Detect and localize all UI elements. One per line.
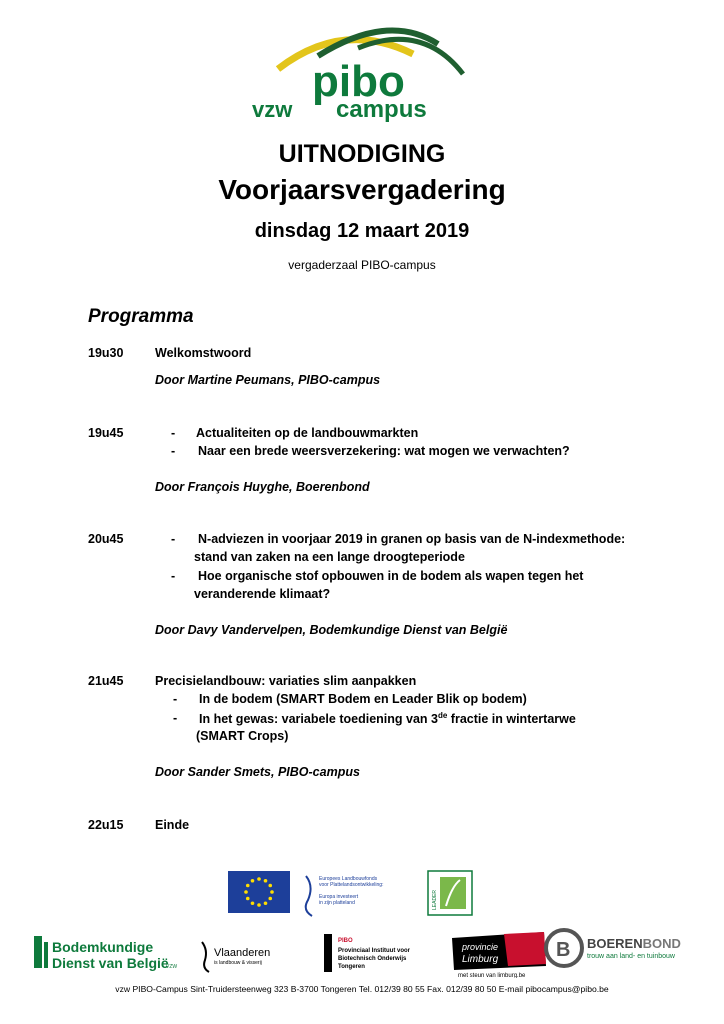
event-location: vergaderzaal PIBO-campus — [288, 258, 436, 272]
item-time: 19u45 — [88, 426, 124, 440]
provincie-limburg-logo — [452, 932, 546, 978]
svg-text:Europees Landbouwfonds: Europees Landbouwfonds — [319, 876, 378, 882]
item-time: 21u45 — [88, 674, 124, 688]
logo-vzw-text: vzw — [252, 97, 293, 122]
page-subtitle: Voorjaarsvergadering — [218, 174, 506, 205]
eafrd-logo — [306, 876, 384, 916]
item-speaker: Door Davy Vandervelpen, Bodemkundige Dienst van België — [155, 623, 508, 637]
eu-star-icon — [264, 879, 268, 883]
item-bullet: N-adviezen in voorjaar 2019 in granen op basis van de N-indexmethode: — [198, 532, 626, 546]
item-speaker: Door François Huyghe, Boerenbond — [155, 480, 370, 494]
svg-text:Europa investeert: Europa investeert — [319, 894, 359, 900]
item-bullet-cont: (SMART Crops) — [196, 729, 289, 743]
item-time: 20u45 — [88, 532, 124, 546]
pibo-institute-logo — [324, 934, 411, 972]
eu-star-icon — [251, 901, 255, 905]
item-time: 22u15 — [88, 818, 124, 832]
svg-text:Provinciaal Instituut voor: Provinciaal Instituut voor — [338, 948, 411, 954]
item-bullet: Hoe organische stof opbouwen in de bodem als wapen tegen het — [198, 569, 584, 583]
pibo-campus-logo — [248, 14, 468, 124]
svg-text:Tongeren: Tongeren — [338, 964, 365, 970]
eu-star-icon — [257, 877, 261, 881]
page-title: UITNODIGING — [278, 140, 446, 168]
svg-text:Bodemkundige: Bodemkundige — [52, 939, 154, 955]
eu-star-icon — [257, 903, 261, 907]
eu-star-icon — [268, 897, 272, 901]
eu-star-icon — [246, 897, 250, 901]
svg-text:Limburg: Limburg — [462, 954, 499, 965]
boerenbond-logo — [546, 930, 681, 966]
svg-text:Vlaanderen: Vlaanderen — [214, 947, 271, 959]
leader-logo — [428, 871, 472, 915]
svg-text:provincie: provincie — [462, 942, 499, 952]
svg-text:LEADER: LEADER — [432, 889, 438, 910]
item-speaker: Door Sander Smets, PIBO-campus — [155, 765, 360, 779]
svg-text:B: B — [556, 939, 571, 961]
svg-text:PIBO: PIBO — [338, 938, 353, 944]
eu-star-icon — [268, 884, 272, 888]
eu-star-icon — [244, 890, 248, 894]
item-title: Precisielandbouw: variaties slim aanpakken — [155, 674, 417, 688]
item-title: Einde — [155, 818, 190, 832]
svg-text:VZW: VZW — [166, 964, 178, 970]
item-bullet: Actualiteiten op de landbouwmarkten — [196, 426, 419, 440]
bodemkundige-dienst-logo — [34, 936, 177, 971]
item-speaker: Door Martine Peumans, PIBO-campus — [155, 373, 381, 387]
svg-text:Dienst van België: Dienst van België — [52, 955, 169, 971]
eu-star-icon — [246, 884, 250, 888]
svg-text:in zijn platteland: in zijn platteland — [319, 900, 355, 906]
sponsor-logos-row2 — [34, 928, 704, 978]
item-bullet-cont: stand van zaken na een lange droogteperiode — [194, 550, 465, 564]
logo-campus-text: campus — [336, 96, 427, 123]
item-bullet: In het gewas: variabele toediening van 3de fractie in wintertarwe — [199, 711, 576, 727]
program-heading: Programma — [88, 306, 194, 327]
logo-pibo-text: pibo — [312, 57, 405, 106]
eu-flag-logo — [228, 871, 290, 913]
svg-text:is landbouw & visserij: is landbouw & visserij — [214, 960, 262, 966]
svg-text:met steun van limburg.be: met steun van limburg.be — [458, 973, 526, 978]
footer-contact: vzw PIBO-Campus Sint-Truidersteenweg 323 B-3700 Tongeren Tel. 012/39 80 55 Fax. 012/39 80 50 E-mail pibocampus@pibo.be — [115, 984, 609, 994]
svg-text:Biotechnisch Onderwijs: Biotechnisch Onderwijs — [338, 956, 407, 962]
svg-text:trouw aan land- en tuinbouw: trouw aan land- en tuinbouw — [587, 953, 675, 960]
item-bullet-cont: veranderende klimaat? — [194, 587, 331, 601]
eu-star-icon — [251, 879, 255, 883]
eu-star-icon — [270, 890, 274, 894]
item-time: 19u30 — [88, 346, 124, 360]
event-date: dinsdag 12 maart 2019 — [254, 220, 470, 242]
item-bullet: Naar een brede weersverzekering: wat mogen we verwachten? — [198, 444, 570, 458]
vlaanderen-logo — [202, 942, 270, 972]
svg-text:BOERENBOND: BOERENBOND — [587, 936, 681, 951]
sponsor-logos-row1 — [226, 868, 476, 918]
item-title: Welkomstwoord — [155, 346, 252, 360]
svg-text:voor Plattelandsontwikkeling:: voor Plattelandsontwikkeling: — [319, 882, 384, 888]
item-bullet: In de bodem (SMART Bodem en Leader Blik op bodem) — [199, 692, 527, 706]
eu-star-icon — [264, 901, 268, 905]
